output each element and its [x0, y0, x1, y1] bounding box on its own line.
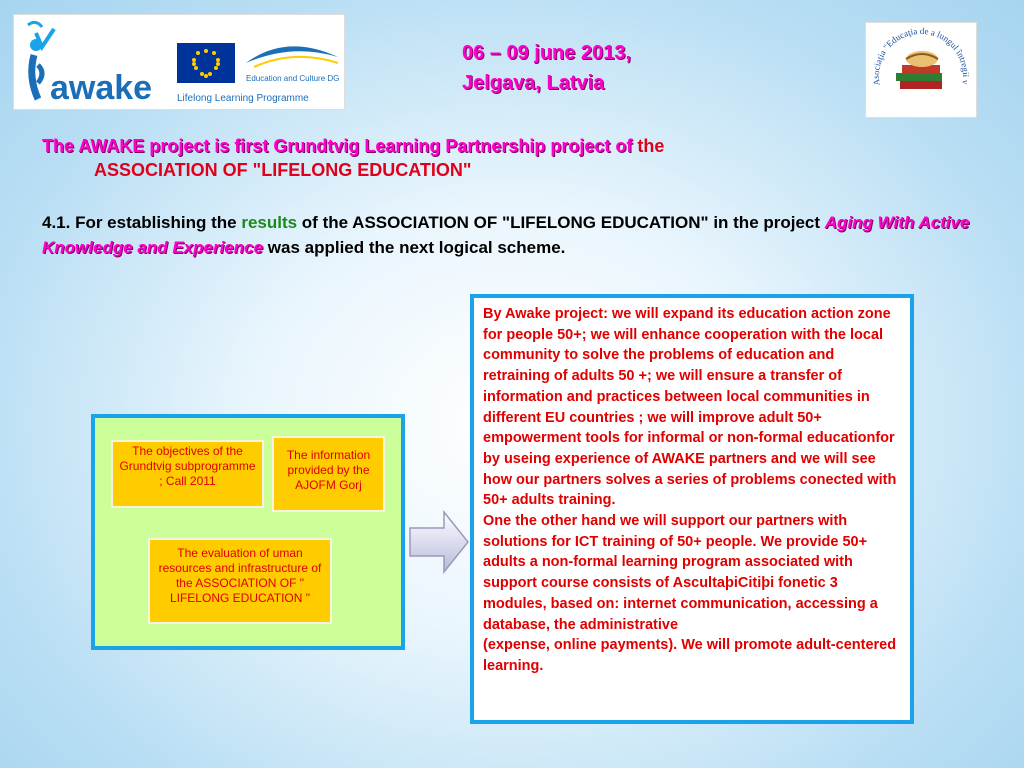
description-paragraph-1: By Awake project: we will expand its education action zone for people 50+; we will enhance cooperation with the local community to solve the problems of education and retraining of adults 50 +; we will ensure a transfer of information and practices between local communities in different EU countries ; we will improve adult 50+ empowerment tools for informal or non-formal educationfor by useing experience of AWAKE partners and we will see how our partners solves a series of problems conected with 50+ adults training.	[483, 306, 897, 509]
seal-text: Asociaţia "Educaţia de a lungul întregii v	[870, 25, 972, 87]
association-seal-icon	[866, 23, 976, 117]
llp-swoosh-icon	[246, 46, 338, 63]
event-date	[462, 38, 631, 98]
location-line: Jelgava, Latvia	[462, 72, 605, 94]
awake-logo-banner	[13, 14, 345, 110]
section-prefix: 4.1. For establishing the	[42, 213, 242, 232]
description-paragraph-3: (expense, online payments). We will promote adult-centered learning.	[483, 637, 897, 674]
section-project-name: Aging With Active Knowledge and Experience	[42, 213, 970, 257]
right-arrow-icon	[408, 510, 470, 574]
eu-flag-icon	[177, 43, 235, 83]
evaluation-box: The evaluation of uman resources and infrastructure of the ASSOCIATION OF " LIFELONG EDUCATION "	[148, 538, 332, 624]
section-results: results	[241, 213, 298, 232]
section-intro	[42, 210, 972, 260]
headline-line2: ASSOCIATION OF "LIFELONG EDUCATION"	[94, 160, 472, 180]
headline	[42, 134, 982, 182]
headline-part2: the	[632, 136, 665, 156]
description-paragraph-2: One the other hand we will support our partners with solutions for ICT training of 50+ people. We provide 50+ adults a non-formal learning program associated with support course consists of AscultaþiCitiþi fonetic 3 modules, based on: internet communication, accessing a database, the administrative	[483, 513, 878, 633]
section-middle: of the ASSOCIATION OF "LIFELONG EDUCATION" in the project	[297, 213, 825, 232]
eu-text-line1: Education and Culture DG	[246, 74, 340, 83]
books-icon	[896, 51, 942, 89]
headline-part1: The AWAKE project is first Grundtvig Learning Partnership project of	[42, 136, 633, 156]
project-description-box	[470, 294, 914, 724]
awake-logo	[14, 15, 344, 109]
date-line: 06 – 09 june 2013,	[462, 42, 632, 64]
awake-wordmark: awake	[50, 69, 153, 107]
objectives-box: The objectives of the Grundtvig subprogramme ; Call 2011	[111, 440, 264, 508]
scheme-diagram	[91, 414, 405, 650]
section-suffix: was applied the next logical scheme.	[263, 238, 566, 257]
association-logo	[865, 22, 977, 118]
information-box: The information provided by the AJOFM Gorj	[272, 436, 385, 512]
eu-text-line2: Lifelong Learning Programme	[177, 93, 309, 104]
